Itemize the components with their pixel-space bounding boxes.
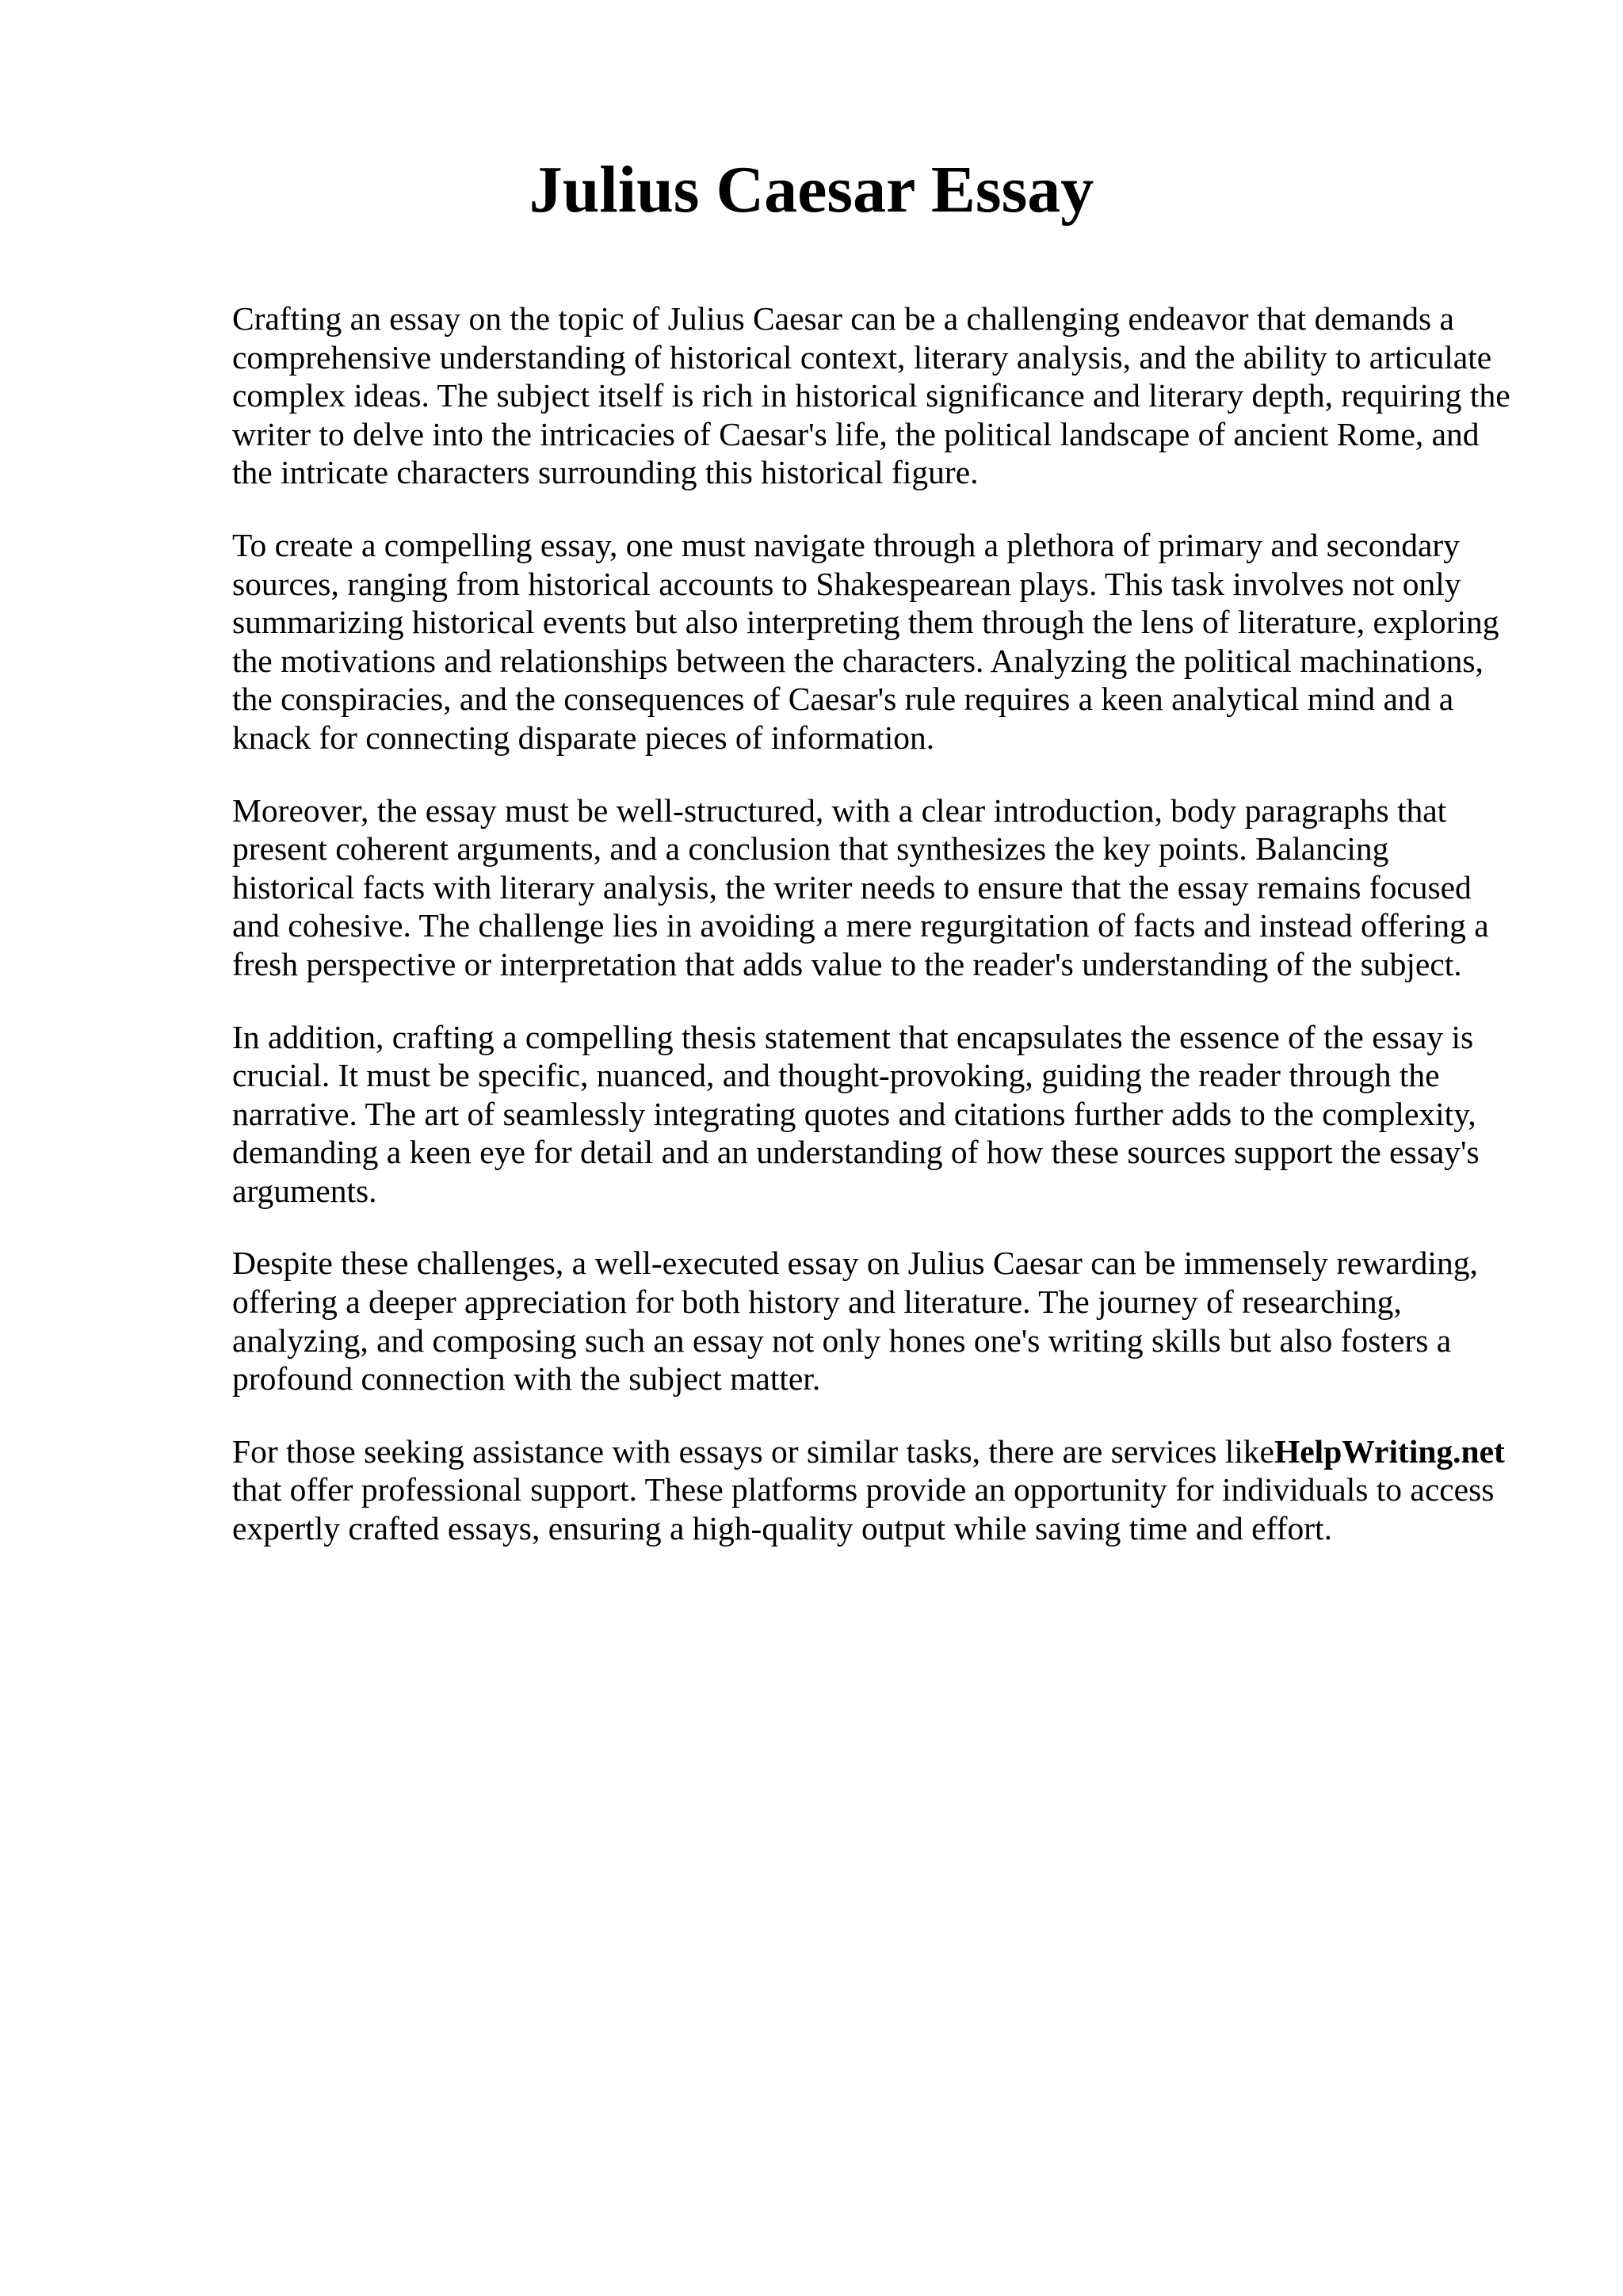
- text-line: demanding a keen eye for detail and an understanding of how these sources support the essay's: [232, 1134, 1480, 1171]
- text-line: sources, ranging from historical accounts to Shakespearean plays. This task involves not only: [232, 565, 1461, 602]
- helpwriting-link[interactable]: HelpWriting.net: [1274, 1432, 1505, 1470]
- text-line: offering a deeper appreciation for both history and literature. The journey of researching,: [232, 1283, 1402, 1321]
- text-segment: For those seeking assistance with essays or similar tasks, there are services like: [232, 1432, 1274, 1470]
- text-line: complex ideas. The subject itself is rich in historical significance and literary depth, requiring the: [232, 377, 1510, 414]
- text-line: narrative. The art of seamlessly integrating quotes and citations further adds to the complexity,: [232, 1095, 1476, 1132]
- text-line: expertly crafted essays, ensuring a high-quality output while saving time and effort.: [232, 1510, 1332, 1547]
- text-line: Crafting an essay on the topic of Julius Caesar can be a challenging endeavor that demands a: [232, 300, 1454, 337]
- text-line: arguments.: [232, 1172, 377, 1209]
- text-line: Moreover, the essay must be well-structured, with a clear introduction, body paragraphs that: [232, 791, 1447, 829]
- text-line: the conspiracies, and the consequences of Caesar's rule requires a keen analytical mind and a: [232, 681, 1454, 718]
- paragraph-2: [232, 526, 1516, 757]
- text-line: and cohesive. The challenge lies in avoiding a mere regurgitation of facts and instead offering a: [232, 907, 1489, 944]
- paragraph-4: [232, 1018, 1516, 1211]
- text-line: In addition, crafting a compelling thesis statement that encapsulates the essence of the essay is: [232, 1018, 1474, 1055]
- document-title: Julius Caesar Essay: [529, 153, 1094, 227]
- text-line: present coherent arguments, and a conclusion that synthesizes the key points. Balancing: [232, 830, 1389, 868]
- paragraph-6: [232, 1432, 1516, 1548]
- paragraph-1: [232, 299, 1516, 492]
- text-line: knack for connecting disparate pieces of information.: [232, 719, 935, 756]
- document-body: [232, 299, 1516, 1582]
- text-line: the motivations and relationships between the characters. Analyzing the political machinations,: [232, 642, 1484, 679]
- text-line: comprehensive understanding of historical context, literary analysis, and the ability to articulate: [232, 338, 1492, 376]
- text-line: summarizing historical events but also interpreting them through the lens of literature, exploring: [232, 604, 1499, 641]
- text-line: [232, 1432, 1516, 1471]
- text-line: writer to delve into the intricacies of Caesar's life, the political landscape of ancient Rome, and: [232, 415, 1480, 452]
- text-line: profound connection with the subject matter.: [232, 1360, 821, 1398]
- text-line: Despite these challenges, a well-executed essay on Julius Caesar can be immensely rewarding,: [232, 1245, 1478, 1282]
- text-line: fresh perspective or interpretation that adds value to the reader's understanding of the subject.: [232, 945, 1462, 982]
- paragraph-5: [232, 1244, 1516, 1398]
- text-line: crucial. It must be specific, nuanced, and thought-provoking, guiding the reader through the: [232, 1057, 1440, 1094]
- text-line: that offer professional support. These platforms provide an opportunity for individuals to access: [232, 1471, 1495, 1508]
- text-line: historical facts with literary analysis, the writer needs to ensure that the essay remains focused: [232, 868, 1472, 906]
- text-line: To create a compelling essay, one must navigate through a plethora of primary and secondary: [232, 526, 1460, 563]
- text-line: the intricate characters surrounding this historical figure.: [232, 454, 979, 491]
- paragraph-3: [232, 791, 1516, 984]
- text-line: analyzing, and composing such an essay not only hones one's writing skills but also fosters a: [232, 1322, 1452, 1359]
